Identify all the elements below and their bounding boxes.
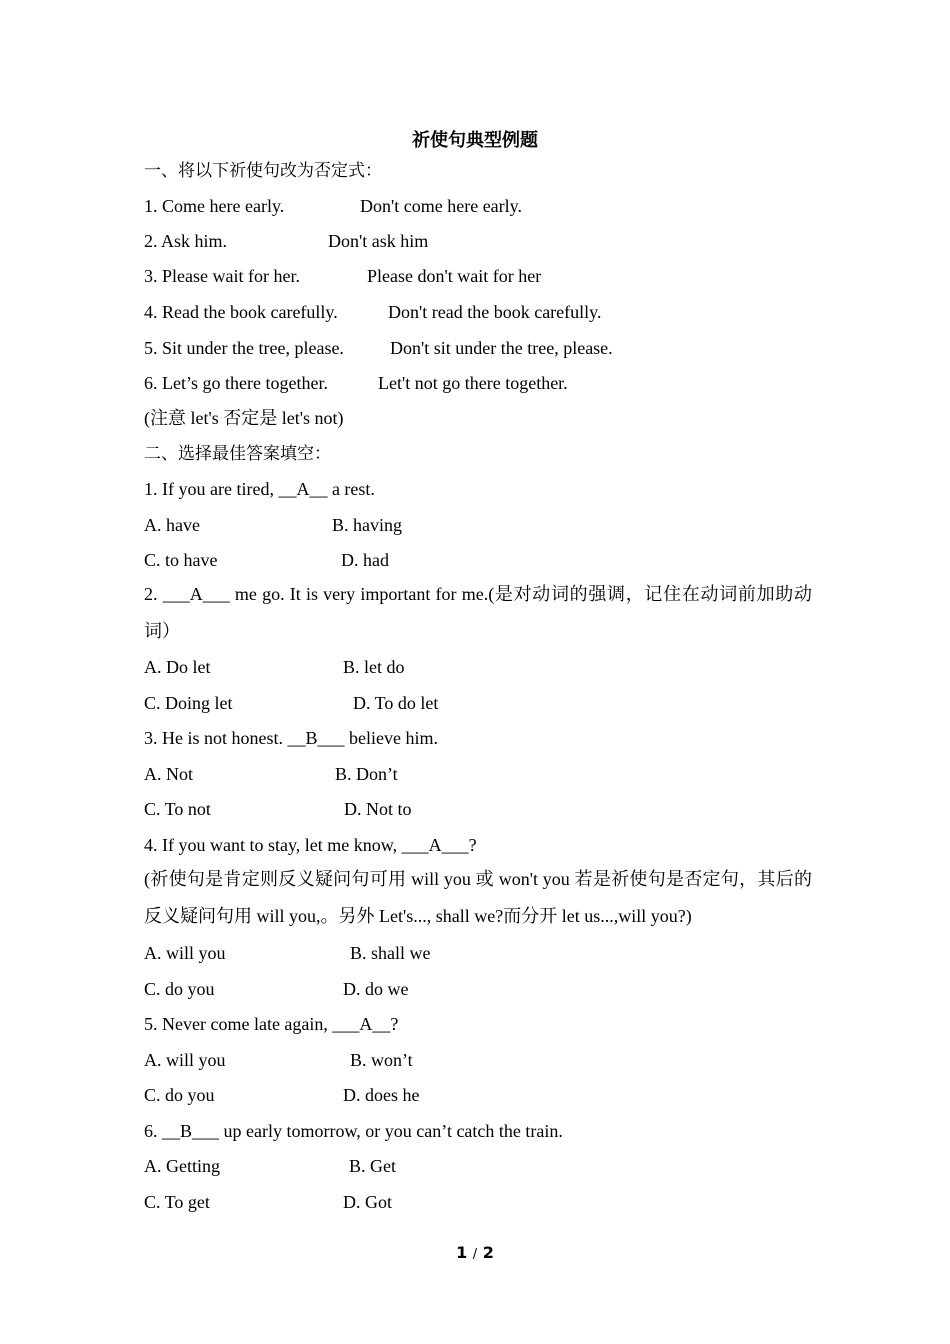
q1-option-d: D. had: [341, 550, 389, 570]
q1-option-b: B. having: [332, 515, 402, 535]
q2-stem: 2. ___A___ me go. It is very important for me.(是对动词的强调，记住在动词前加助动词）: [144, 584, 812, 641]
s1-item2-question: 2. Ask him.: [144, 231, 228, 251]
s1-item1-question: 1. Come here early.: [144, 196, 285, 216]
s1-item4-question: 4. Read the book carefully.: [144, 302, 338, 322]
q4-note: (祈使句是肯定则反义疑问句可用 will you 或 won't you 若是祈使句是否定句，其后的反义疑问句用 will you,。另外 Let's..., shall we?而分开 let us...,will you?): [144, 869, 812, 926]
page-separator: /: [472, 1247, 478, 1262]
s1-item6-answer: Let't not go there together.: [378, 373, 568, 393]
page-number: [0, 1243, 950, 1262]
q6-option-c: C. To get: [144, 1192, 210, 1212]
s1-item5-question: 5. Sit under the tree, please.: [144, 338, 344, 358]
q6-option-a: A. Getting: [144, 1156, 220, 1176]
q6-option-d: D. Got: [343, 1192, 392, 1212]
q4-option-d: D. do we: [343, 979, 409, 999]
q3-option-d: D. Not to: [344, 799, 412, 819]
page-total: 2: [482, 1243, 494, 1262]
q1-option-a: A. have: [144, 515, 200, 535]
s1-item6-question: 6. Let’s go there together.: [144, 373, 328, 393]
s1-item3-question: 3. Please wait for her.: [144, 266, 300, 286]
q2-option-c: C. Doing let: [144, 693, 233, 713]
q5-option-d: D. does he: [343, 1085, 420, 1105]
q3-stem: 3. He is not honest. __B___ believe him.: [144, 728, 438, 748]
q2-option-d: D. To do let: [353, 693, 439, 713]
q5-option-a: A. will you: [144, 1050, 226, 1070]
q3-option-b: B. Don’t: [335, 764, 398, 784]
q6-option-b: B. Get: [349, 1156, 396, 1176]
q3-option-c: C. To not: [144, 799, 211, 819]
s1-item5-answer: Don't sit under the tree, please.: [390, 338, 613, 358]
s1-item1-answer: Don't come here early.: [360, 196, 522, 216]
q4-option-b: B. shall we: [350, 943, 431, 963]
q5-stem: 5. Never come late again, ___A__?: [144, 1014, 399, 1034]
q3-option-a: A. Not: [144, 764, 193, 784]
q5-option-c: C. do you: [144, 1085, 215, 1105]
q4-option-a: A. will you: [144, 943, 226, 963]
page-current: 1: [456, 1243, 468, 1262]
document-title: 祈使句典型例题: [412, 130, 538, 151]
q1-stem: 1. If you are tired, __A__ a rest.: [144, 479, 375, 499]
s1-note: (注意 let's 否定是 let's not): [144, 408, 344, 428]
s1-item2-answer: Don't ask him: [328, 231, 429, 251]
q1-option-c: C. to have: [144, 550, 218, 570]
s1-item3-answer: Please don't wait for her: [367, 266, 542, 286]
q2-option-a: A. Do let: [144, 657, 211, 677]
q6-stem: 6. __B___ up early tomorrow, or you can’t catch the train.: [144, 1121, 563, 1141]
section2-heading: 二、选择最佳答案填空：: [144, 444, 331, 464]
s1-item4-answer: Don't read the book carefully.: [388, 302, 602, 322]
q4-stem: 4. If you want to stay, let me know, ___A___?: [144, 835, 477, 855]
q2-option-b: B. let do: [343, 657, 405, 677]
section1-heading: 一、将以下祈使句改为否定式：: [144, 161, 382, 181]
q5-option-b: B. won’t: [350, 1050, 413, 1070]
q4-option-c: C. do you: [144, 979, 215, 999]
